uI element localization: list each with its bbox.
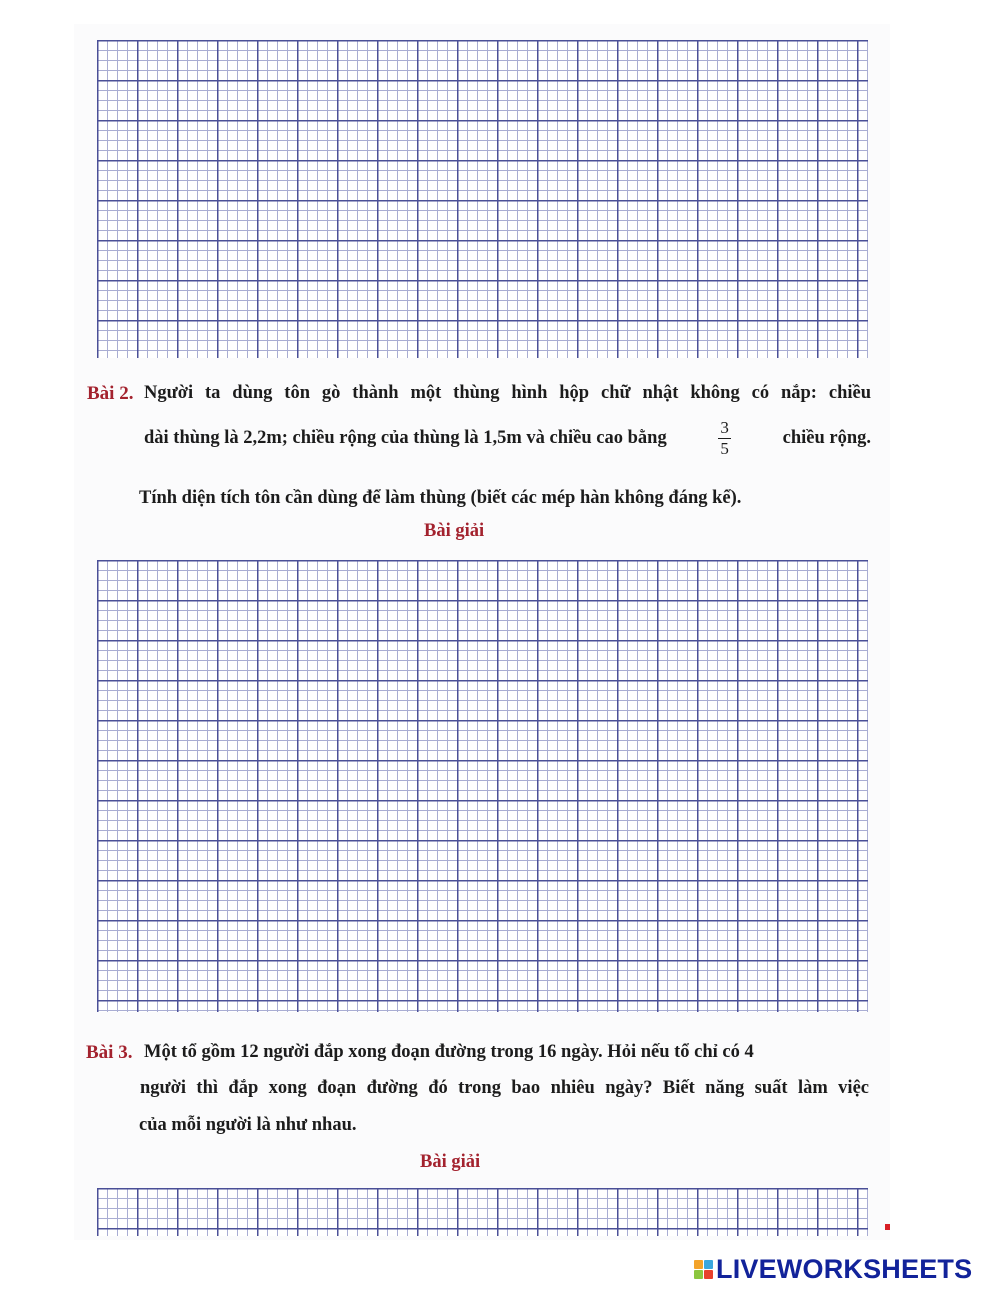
bai3-line1: Một tổ gồm 12 người đắp xong đoạn đường trong 16 ngày. Hỏi nếu tổ chỉ có 4 [144, 1042, 754, 1062]
logo-text: LIVEWORKSHEETS [716, 1253, 973, 1284]
red-corner-mark [885, 1224, 890, 1230]
logo-square [704, 1260, 713, 1269]
bai3-line3: của mỗi người là như nhau. [139, 1115, 357, 1135]
bai2-solution-heading: Bài giải [424, 521, 485, 541]
bai2-line1: Người ta dùng tôn gò thành một thùng hình hộp chữ nhật không có nắp: chiều [144, 383, 871, 403]
answer-grid-bai1[interactable] [97, 40, 868, 358]
bai2-line2 [144, 418, 871, 459]
bai2-line2-after: chiều rộng. [782, 428, 871, 448]
liveworksheets-logo[interactable] [694, 1254, 972, 1284]
bai3-label: Bài 3. [86, 1042, 133, 1063]
fraction-denominator: 5 [720, 439, 729, 458]
fraction-3-5 [718, 418, 731, 459]
logo-square [694, 1260, 703, 1269]
bai3-solution-heading: Bài giải [420, 1152, 481, 1172]
logo-square [704, 1270, 713, 1279]
answer-grid-bai2[interactable] [97, 560, 868, 1012]
logo-squares-icon [694, 1260, 713, 1279]
bai3-line2: người thì đắp xong đoạn đường đó trong bao nhiêu ngày? Biết năng suất làm việc [140, 1078, 869, 1098]
bai2-line3: Tính diện tích tôn cần dùng để làm thùng (biết các mép hàn không đáng kể). [139, 488, 742, 508]
answer-grid-bai3[interactable] [97, 1188, 868, 1236]
bai2-label: Bài 2. [87, 383, 134, 404]
logo-square [694, 1270, 703, 1279]
fraction-numerator: 3 [720, 418, 729, 437]
bai2-line2-before: dài thùng là 2,2m; chiều rộng của thùng là 1,5m và chiều cao bằng [144, 428, 667, 448]
